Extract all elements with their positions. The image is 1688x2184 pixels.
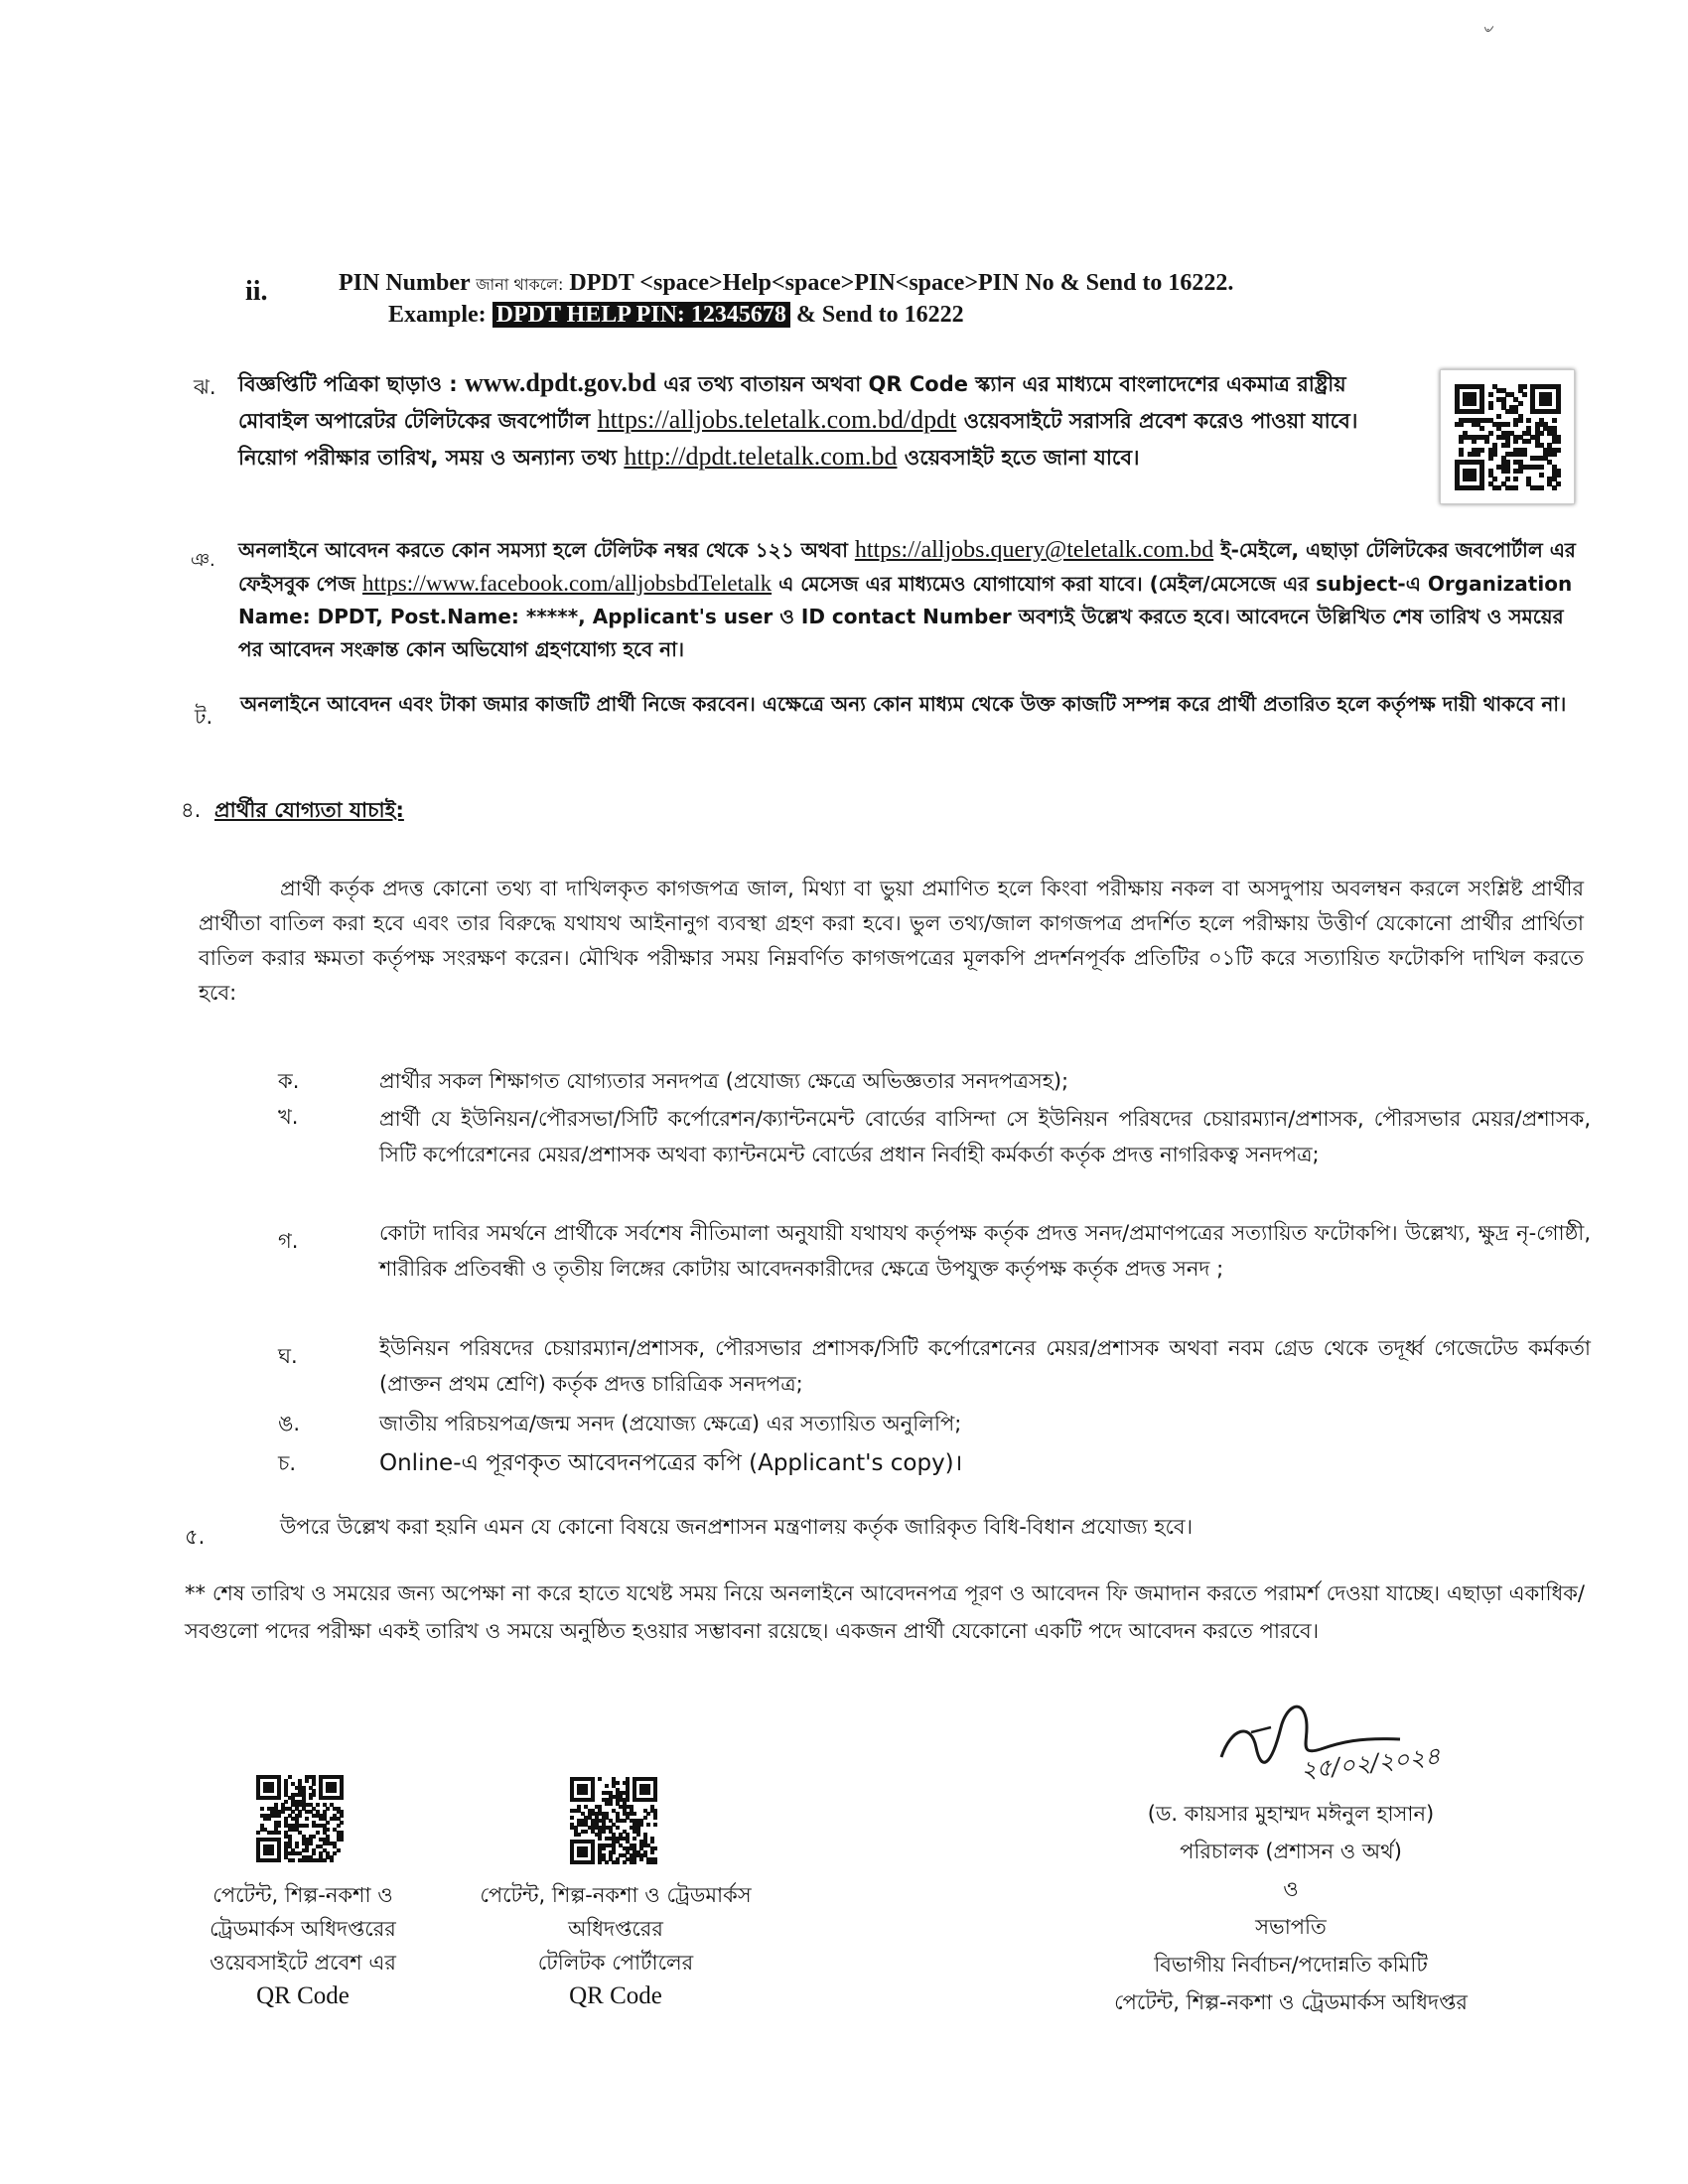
qr-module xyxy=(1522,392,1527,397)
qr-module xyxy=(1459,439,1464,444)
qr-module xyxy=(1476,452,1480,457)
qr-module xyxy=(277,1824,281,1828)
qr-module xyxy=(295,1844,299,1848)
signatory-conjunction: ও xyxy=(1283,1877,1299,1901)
qr-module xyxy=(639,1823,643,1827)
list-item-uma xyxy=(278,1408,1579,1443)
qr-module xyxy=(1496,485,1501,490)
section-4-paragraph: প্রার্থী কর্তৃক প্রদত্ত কোনো তথ্য বা দাখিলকৃত কাগজপত্র জাল, মিথ্যা বা ভুয়া প্রমাণিত হলে কিংবা পরীক্ষায় নকল বা অসদুপায় অবলম্বন করলে সংশ্লিষ্ট প্রার্থীর প্রার্থীতা বাতিল করা হবে এবং তার বিরুদ্ধে যথাযথ আইনানুগ ব্যবস্থা গ্রহণ করা হবে। ভুল তথ্য/জাল কাগজপত্র প্রদর্শিত হলে পরীক্ষায় উত্তীর্ণ যেকোনো প্রার্থীর প্রার্থিতা বাতিল করার ক্ষমতা কর্তৃপক্ষ সংরক্ষণ করেন। মৌখিক পরীক্ষার সময় নিম্নবর্ণিত কাগজপত্রের মূলকপি প্রদর্শনপূর্বক প্রতিটির ০১টি করে সত্যায়িত ফটোকপি দাখিল করতে হবে: xyxy=(199,877,1584,1005)
qr-module xyxy=(1488,405,1493,410)
list-item-ka-marker: ক. xyxy=(278,1069,300,1093)
qr-module xyxy=(309,1796,313,1800)
qr-module xyxy=(305,1824,309,1828)
qr-module xyxy=(626,1798,630,1802)
qr-module xyxy=(1556,439,1561,444)
pin-line-1-bn: জানা থাকলে: xyxy=(476,275,564,294)
qr-module xyxy=(277,1814,281,1818)
pin-line-1-post: DPDT <space>Help<space>PIN<space>PIN No & Send to 16222. xyxy=(569,270,1234,296)
example-label: Example: xyxy=(388,302,487,328)
qr-module xyxy=(1539,485,1544,490)
qr-module xyxy=(1547,401,1552,406)
pin-text xyxy=(339,268,1490,330)
qr-website-caption-line-2: ট্রেডমার্কস অধিদপ্তরের xyxy=(210,1917,396,1941)
list-item-ga xyxy=(278,1215,1591,1324)
list-item-uma-text: জাতীয় পরিচয়পত্র/জন্ম সনদ (প্রযোজ্য ক্ষেত্রে) এর সত্যায়িত অনুলিপি; xyxy=(379,1412,962,1435)
section-5-number: ৫. xyxy=(185,1525,206,1549)
section-jha-marker: ঝ. xyxy=(194,375,216,399)
qr-module xyxy=(1459,452,1464,457)
qr-module xyxy=(633,1860,636,1864)
pin-line-1 xyxy=(339,268,1490,300)
qr-module xyxy=(1492,477,1497,481)
list-item-kha-text: প্রার্থী যে ইউনিয়ন/পৌরসভা/সিটি কর্পোরেশন/ক্যান্টনমেন্ট বোর্ডের বাসিন্দা সে ইউনিয়ন পরিষদের চেয়ারম্যান/প্রশাসক, পৌরসভার মেয়র/প্রশাসক, সিটি কর্পোরেশনের মেয়র/প্রশাসক অথবা ক্যান্টনমেন্ট বোর্ডের প্রধান নির্বাহী কর্মকর্তা কর্তৃক প্রদত্ত নাগরিকত্ব সনদপত্র; xyxy=(379,1107,1591,1166)
qr-module xyxy=(333,1789,337,1793)
example-post: & Send to 16222 xyxy=(795,302,964,328)
section-jha-t4: ওয়েবসাইট হতে জানা যাবে। xyxy=(904,446,1140,470)
qr-module xyxy=(650,1850,654,1854)
qr-module xyxy=(1505,469,1510,474)
list-item-cha-marker: চ. xyxy=(278,1451,297,1475)
qr-module xyxy=(1513,422,1518,427)
qr-module xyxy=(646,1812,650,1816)
section-ta-marker: ট. xyxy=(195,705,213,729)
section-jha-t2: এর তথ্য বাতায়ন অথবা QR Code স্ক্যান এর মাধ্যমে বাংলাদেশের একমাত্র রাষ্ট্রীয় মোবাইল অপারেটর টেলিটকের জবপোর্টাল xyxy=(238,372,1346,433)
qr-module xyxy=(337,1848,341,1852)
qr-module xyxy=(312,1782,316,1786)
qr-module xyxy=(633,1837,636,1841)
qr-module xyxy=(633,1812,636,1816)
qr-module xyxy=(591,1798,595,1802)
qr-module xyxy=(323,1858,327,1862)
qr-module xyxy=(646,1823,650,1827)
teletalk-facebook-link[interactable]: https://www.facebook.com/alljobsbdTeletalk xyxy=(362,571,773,596)
list-item-cha xyxy=(278,1447,1579,1483)
signatory-name: (ড. কায়সার মুহাম্মদ মঈনুল হাসান) xyxy=(1147,1802,1435,1826)
qr-module xyxy=(612,1850,616,1854)
list-item-cha-text: Online-এ পূরণকৃত আবেদনপত্রের কপি (Applicant's copy)। xyxy=(379,1450,963,1476)
signatory-title: পরিচালক (প্রশাসন ও অর্থ) xyxy=(1180,1840,1402,1863)
qr-teletalk-caption-line-2: অধিদপ্তরের xyxy=(568,1917,663,1941)
list-item-gha xyxy=(278,1330,1591,1404)
qr-module xyxy=(1472,401,1477,406)
qr-module xyxy=(643,1816,647,1820)
qr-module xyxy=(333,1851,337,1855)
qr-module xyxy=(1539,473,1544,478)
qr-module xyxy=(340,1838,344,1842)
qr-module xyxy=(616,1781,620,1785)
list-item-ka-text: প্রার্থীর সকল শিক্ষাগত যোগ্যতার সনদপত্র (প্রযোজ্য ক্ষেত্রে অভিজ্ঞতার সনদপত্রসহ); xyxy=(379,1069,1069,1093)
qr-module xyxy=(602,1830,606,1834)
qr-teletalk-caption-line-3: টেলিটক পোর্টালের xyxy=(537,1951,694,1975)
qr-module xyxy=(312,1793,316,1797)
qr-module xyxy=(1522,452,1527,457)
qr-module xyxy=(316,1803,320,1807)
signatory-role: সভাপতি xyxy=(1255,1915,1327,1939)
qr-module xyxy=(598,1837,602,1841)
qr-module xyxy=(1539,465,1544,470)
qr-module xyxy=(288,1775,292,1779)
qr-module xyxy=(340,1821,344,1825)
qr-module xyxy=(312,1835,316,1839)
qr-module xyxy=(646,1791,650,1795)
qr-module xyxy=(1552,452,1557,457)
list-item-gha-marker: ঘ. xyxy=(278,1344,298,1368)
qr-module xyxy=(298,1814,302,1818)
qr-module xyxy=(605,1784,609,1788)
qr-module xyxy=(570,1816,574,1820)
section-nya-t2: ই-মেইলে, এছাড়া টেলিটকের জবপোর্টাল এর ফেইসবুক পেজ xyxy=(238,538,1576,596)
qr-module xyxy=(650,1840,654,1843)
qr-module xyxy=(623,1819,627,1823)
pin-line-1-pre: PIN Number xyxy=(339,270,471,296)
qr-module xyxy=(326,1821,330,1825)
qr-website-caption-line-1: পেটেন্ট, শিল্প-নকশা ও xyxy=(212,1883,393,1907)
qr-module xyxy=(1518,469,1523,474)
list-item-uma-marker: ঙ. xyxy=(278,1412,301,1435)
qr-module xyxy=(609,1802,613,1806)
section-nya-t3: এ মেসেজ এর মাধ্যমেও যোগাযোগ করা যাবে। (মেইল/মেসেজে এর subject-এ Organization Name: DPDT, Post.Name: *****, Applicant's user ও ID contact Number অবশ্যই উল্লেখ করতে হবে। আবেদনে উল্লিখিত শেষ তারিখ ও সময়ের পর আবেদন সংক্রান্ত কোন অভিযোগ গ্রহণযোগ্য হবে না। xyxy=(238,572,1573,661)
teletalk-query-email[interactable]: https://alljobs.query@teletalk.com.bd xyxy=(854,537,1214,563)
qr-module xyxy=(284,1800,288,1804)
qr-module xyxy=(340,1796,344,1800)
qr-module xyxy=(653,1816,657,1820)
qr-teletalk-caption-line-1: পেটেন্ট, শিল্প-নকশা ও ট্রেডমার্কস xyxy=(480,1883,752,1907)
qr-module xyxy=(653,1846,657,1850)
qr-module xyxy=(305,1817,309,1821)
list-item-ga-text: কোটা দাবির সমর্থনে প্রার্থীকে সর্বশেষ নীতিমালা অনুযায়ী যথাযথ কর্তৃপক্ষ কর্তৃক প্রদত্ত সনদ/প্রমাণপত্রের সত্যায়িত ফটোকপি। উল্লেখ্য, ক্ষুদ্র নৃ-গোষ্ঠী, শারীরিক প্রতিবন্ধী ও তৃতীয় লিঙ্গের কোটায় আবেদনকারীদের ক্ষেত্রে উপযুক্ত কর্তৃপক্ষ কর্তৃক প্রদত্ত সনদ ; xyxy=(379,1221,1591,1281)
qr-module xyxy=(1513,485,1518,490)
teletalk-dpdt-link[interactable]: http://dpdt.teletalk.com.bd xyxy=(624,442,898,471)
qr-module xyxy=(653,1823,657,1827)
list-item-ka xyxy=(278,1065,1579,1101)
qr-module xyxy=(1496,414,1501,419)
qr-module xyxy=(267,1817,271,1821)
qr-module xyxy=(281,1810,285,1814)
qr-website-caption-line-4: QR Code xyxy=(256,1982,350,2009)
qr-module xyxy=(653,1860,657,1864)
qr-module xyxy=(639,1857,643,1861)
signatory-lines xyxy=(1033,1795,1549,2021)
qr-module xyxy=(1526,439,1531,444)
qr-module xyxy=(623,1860,627,1864)
list-item-kha xyxy=(278,1101,1591,1210)
qr-module xyxy=(270,1851,274,1855)
qr-module xyxy=(1472,439,1477,444)
qr-module xyxy=(277,1831,281,1835)
section-4-heading: প্রার্থীর যোগ্যতা যাচাই: xyxy=(214,798,404,822)
qr-module xyxy=(1556,409,1561,414)
section-jha-t3: ওয়েবসাইটে সরাসরি প্রবেশ করেও পাওয়া যাবে। নিয়োগ পরীক্ষার তারিখ, সময় ও অন্যান্য তথ্য xyxy=(238,409,1358,470)
qr-code-top xyxy=(1440,369,1575,504)
qr-module xyxy=(1479,448,1484,453)
qr-module xyxy=(326,1807,330,1811)
qr-module xyxy=(591,1860,595,1864)
qr-module xyxy=(305,1779,309,1783)
qr-module xyxy=(636,1833,640,1837)
qr-module xyxy=(616,1860,620,1864)
qr-module xyxy=(260,1807,264,1811)
qr-website-caption-line-3: ওয়েবসাইটে প্রবেশ এর xyxy=(210,1951,396,1975)
qr-module xyxy=(1492,452,1497,457)
list-item-kha-marker: খ. xyxy=(278,1105,299,1129)
section-4-number: ৪. xyxy=(181,798,202,822)
qr-teletalk-caption-line-4: QR Code xyxy=(569,1982,662,2009)
signature-date: ২৫/০২/২০২৪ xyxy=(1299,1741,1442,1785)
section-jha-text xyxy=(238,365,1420,476)
qr-module xyxy=(1488,456,1493,461)
header-mark: ৺ xyxy=(1481,22,1493,43)
section-nya-marker: ঞ. xyxy=(191,550,215,571)
signatory-committee: বিভাগীয় নির্বাচন/পদোন্নতি কমিটি xyxy=(1154,1953,1428,1977)
qr-module xyxy=(602,1846,606,1850)
qr-module xyxy=(291,1858,295,1862)
qr-module xyxy=(1539,431,1544,436)
qr-module xyxy=(1513,477,1518,481)
qr-module xyxy=(309,1842,313,1845)
deadline-note: ** শেষ তারিখ ও সময়ের জন্য অপেক্ষা না করে হাতে যথেষ্ট সময় নিয়ে অনলাইনে আবেদনপত্র পূরণ ও আবেদন ফি জমাদান করতে পরামর্শ দেওয়া যাচ্ছে। এছাড়া একাধিক/সবগুলো পদের পরীক্ষা একই তারিখ ও সময়ে অনুষ্ঠিত হওয়ার সম্ভাবনা রয়েছে। একজন প্রার্থী যেকোনো একটি পদে আবেদন করতে পারবে। xyxy=(185,1581,1585,1643)
pin-section-number: ii. xyxy=(245,276,268,307)
qr-module xyxy=(598,1860,602,1864)
qr-module xyxy=(330,1858,334,1862)
qr-module xyxy=(340,1814,344,1818)
qr-website-caption xyxy=(169,1878,437,2013)
qr-module xyxy=(270,1789,274,1793)
qr-module xyxy=(1505,477,1510,481)
qr-module xyxy=(616,1826,620,1830)
qr-module xyxy=(312,1851,316,1855)
section-5-text: উপরে উল্লেখ করা হয়নি এমন যে কোনো বিষয়ে জনপ্রশাসন মন্ত্রণালয় কর্তৃক জারিকৃত বিধি-বিধান প্রযোজ্য হবে। xyxy=(280,1515,1194,1539)
qr-module xyxy=(326,1828,330,1832)
section-jha-t1: বিজ্ঞপ্তিটি পত্রিকা ছাড়াও : xyxy=(238,372,458,396)
qr-module xyxy=(1479,485,1484,490)
qr-module xyxy=(598,1777,602,1781)
qr-module xyxy=(584,1791,588,1795)
qr-module xyxy=(1505,422,1510,427)
qr-module xyxy=(1526,418,1531,423)
qr-module xyxy=(1513,439,1518,444)
section-nya-text xyxy=(238,534,1579,666)
qr-module xyxy=(577,1833,581,1837)
teletalk-jobs-link[interactable]: https://alljobs.teletalk.com.bd/dpdt xyxy=(597,405,957,434)
qr-module xyxy=(1552,485,1557,490)
qr-module xyxy=(1479,409,1484,414)
dpdt-website-link[interactable]: www.dpdt.gov.bd xyxy=(464,368,656,397)
qr-module xyxy=(277,1796,281,1800)
list-item-gha-text: ইউনিয়ন পরিষদের চেয়ারম্যান/প্রশাসক, পৌরসভার প্রশাসক/সিটি কর্পোরেশনের মেয়র/প্রশাসক অথবা নবম গ্রেড থেকে তদূর্ধ্ব গেজেটেড কর্মকর্তা (প্রাক্তন প্রথম শ্রেণি) কর্তৃক প্রদত্ত চারিত্রিক সনদপত্র; xyxy=(379,1336,1591,1396)
qr-module xyxy=(305,1848,309,1852)
signatory-organization: পেটেন্ট, শিল্প-নকশা ও ট্রেডমার্কস অধিদপ্তর xyxy=(1114,1990,1468,2014)
qr-module xyxy=(1459,422,1464,427)
qr-module xyxy=(1488,392,1493,397)
qr-module xyxy=(256,1831,260,1835)
qr-code-website xyxy=(254,1773,346,1864)
qr-module xyxy=(1552,418,1557,423)
qr-module xyxy=(584,1830,588,1834)
qr-teletalk-caption xyxy=(437,1878,794,2013)
list-item-ga-marker: গ. xyxy=(278,1229,299,1253)
qr-module xyxy=(316,1831,320,1835)
pin-line-2 xyxy=(339,300,1490,330)
qr-module xyxy=(605,1860,609,1864)
qr-module xyxy=(277,1858,281,1862)
qr-module xyxy=(337,1824,341,1828)
section-nya-t1: অনলাইনে আবেদন করতে কোন সমস্যা হলে টেলিটক নম্বর থেকে ১২১ অথবা xyxy=(238,538,848,562)
qr-module xyxy=(653,1798,657,1802)
section-ta-text: অনলাইনে আবেদন এবং টাকা জমার কাজটি প্রার্থী নিজে করবেন। এক্ষেত্রে অন্য কোন মাধ্যম থেকে উক্ত কাজটি সম্পন্ন করে প্রার্থী প্রতারিত হলে কর্তৃপক্ষ দায়ী থাকবে না। xyxy=(240,692,1567,716)
qr-code-teletalk xyxy=(568,1775,659,1866)
qr-module xyxy=(1484,439,1489,444)
qr-module xyxy=(1472,477,1477,481)
qr-module xyxy=(1505,443,1510,448)
qr-module xyxy=(584,1853,588,1857)
example-code: DPDT HELP PIN: 12345678 xyxy=(492,302,790,328)
qr-module xyxy=(1479,426,1484,431)
